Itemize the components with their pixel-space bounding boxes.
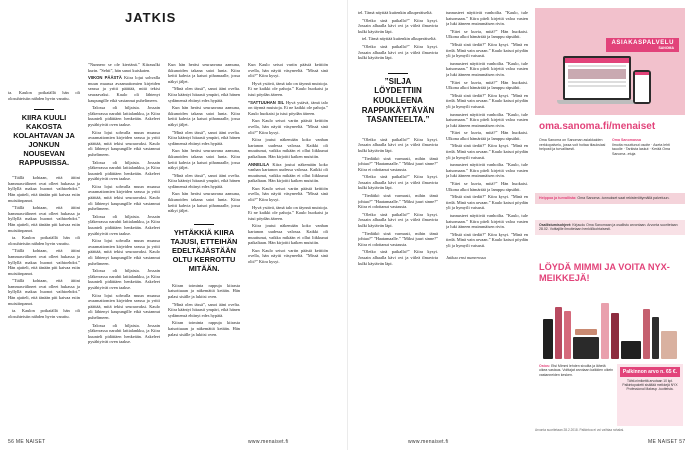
paragraph: Kun Kaulo seisoi vartin päästä keittiön ovella, hän näytti väsyneeltä. ”Missä sinä olit?” Kiira kysyi.	[248, 185, 328, 203]
paragraph: ”Oletko sinä paikalla?” Kiira kysyi. Jossain alhaalla kävi ovi ja viileä ilmavirta kulki käytävän läpi.	[358, 174, 438, 191]
paragraph: ”Minä olen tässä”, sanoi ääni ovelta. Kiira kääntyi hitaasti ympäri, eikä hänen sydämensä ehtinyt edes hypätä.	[168, 129, 240, 146]
badge-text: ASIAKASPALVELU	[611, 40, 674, 46]
paragraph: Kiira lojui sohvalla muun muassa avaamattomien kirjeiden seassa ja yritti päättää, mitä tekisi seuraavaksi. Kaulo oli lähtenyt kaupungille eikä vastannut puhelimeen.	[88, 183, 160, 212]
pull-quote-text: KIIRA KUULI KAKOSTA KOLAHTAVAN JA JONKUN NOUSEVAN RAPPUSISSA.	[13, 113, 75, 168]
paragraph: Kiira joutui näkemään koko vanhan kartanon uudessa valossa. Kaikki oli muuttunut, vaikka mikään ei ollut liikkunut paikaltaan. Hän kirjoitti kaiken muistiin.	[248, 137, 328, 159]
ad-url[interactable]: oma.sanoma.fi/menaiset	[539, 121, 656, 132]
pull-quote-text: ”SILJA LÖYDETTIIN KUOLLEENA RAPPUKÄYTÄVÄN TASANTEELTA.”	[361, 76, 435, 125]
page-folio-right: ME NAISET 57	[648, 439, 686, 445]
paragraph: ”Oletko sinä paikalla?” Kiira kysyi. Jossain alhaalla kävi ovi ja viileä ilmavirta kulki käytävän läpi.	[358, 249, 438, 266]
subheading: VIIKON PÄÄSTÄ	[88, 75, 122, 81]
paragraph: tunnusteet näyttivät vanhoilta. ”Kaulo, tule katsomaan.” Kiira piteli kirjettä valoa vasten ja luki ääneen ensimmäisen rivin.	[446, 213, 528, 230]
pull-quote-text: YHTÄKKIÄ KIIRA TAJUSI, ETTEIHÄN EDELTÄJÄSTÄÄN OLTU KERROTTU MITÄÄN.	[170, 227, 238, 273]
ad-mid-title: Osallistumisohjeet:	[539, 223, 572, 227]
paragraph: Talossa oli hiljaista. Jossain yläkerrassa narahti lattialankku, ja Kiira kuunteli pidättäen henkeään. Askeleet pysähtyivät oven taakse.	[88, 268, 160, 290]
paragraph: ”Oletko sinä paikalla?” Kiira kysyi. Jossain alhaalla kävi ovi ja viileä ilmavirta kulki käytävän läpi.	[358, 136, 438, 153]
ad-ostos-title: Ostos:	[539, 364, 551, 368]
ad-help-text: Oma Sanoma -tunnukset saat rekisteröitymällä palveluun.	[577, 196, 670, 200]
paragraph: Kiira lojui sohvalla muun muassa avaamattomien kirjeiden seassa ja yritti päättää, mitä tekisi seuraavaksi. Kaulo oli lähtenyt kaupungille eikä vastannut puhelimeen.	[88, 129, 160, 157]
paragraph: ”Oletko sinä paikalla?” Kiira kysyi. Jossain alhaalla kävi ovi ja viileä ilmavirta kulki käytävän läpi.	[358, 43, 438, 61]
paragraph: Kun hän heräsi seuraavana aamuna, ikkunoiden takana satoi lunta. Kiira keitti kahvia ja katsoi pihamaalle, jossa näkyi jäljet.	[168, 148, 240, 171]
section-kicker: JATKIS	[125, 10, 177, 25]
paragraph: tunnusteet näyttivät vanhoilta. ”Kaulo, tule katsomaan.” Kiira piteli kirjettä valoa vasten ja luki ääneen ensimmäisen rivin.	[446, 162, 528, 179]
paragraph: Kiira lojui sohvalla muun muassa avaamattomien kirjeiden seassa ja yritti päättää, mitä tekisi seuraavaksi. Kaulo oli lähtenyt kaupungille eikä vastannut puhelimeen.	[88, 75, 160, 103]
paragraph: ”Oletko sinä paikalla?” Kiira kysyi. Jossain alhaalla kävi ovi ja viileä ilmavirta kulki käytävän läpi.	[358, 211, 438, 229]
ad-ostos-text: Etsi Mimmi lehden sivuilta ja lähetä oikea vastaus. Voittajat arvotaan kaikkien oikein vastanneiden kesken.	[539, 364, 614, 377]
ad-body	[539, 138, 681, 156]
paragraph: ta. Kaulon poikaiällä hän oli olosuhteisiin nähden hyvin varattu.	[8, 308, 80, 319]
promo-headline: LÖYDÄ MIMMI JA VOITA NYX-MEIKKEJÄ!	[539, 262, 670, 283]
prize-value: Palkinnon arvo n. 65 €.	[620, 367, 680, 377]
paragraph: tel. Tämä näyttää kuitenkin alkuperäiseltä.	[362, 36, 437, 42]
page-folio-left: 56 ME NAISET	[8, 439, 46, 445]
paragraph: ”Ettei se kuvia, mitä?” Hän huokaisi. Ulkona alkoi hämärtää ja lamppu räpsähti.	[446, 130, 528, 141]
paragraph: ”Oletko sinä paikalla?” Kiira kysyi. Jossain alhaalla kävi ovi ja viileä ilmavirta kulki käytävän läpi.	[358, 17, 438, 34]
text-column-3	[168, 62, 240, 440]
paragraph: Hyvä ystävä, tämä talo on täynnä muistoja. Ei ne kaikki ole pahoja.” Kaulo huokaisi ja istui pöydän ääreen.	[248, 99, 328, 116]
laptop-illustration	[557, 56, 637, 108]
page-url-right: www.menaiset.fi	[408, 439, 449, 445]
paragraph: tunnusteet näyttivät vanhoilta. ”Kaulo, tule katsomaan.” Kiira piteli kirjettä valoa vasten ja luki ääneen ensimmäisen rivin.	[446, 60, 528, 77]
paragraph: ”Mistä sinä tiedät?” Kiira kysyi. ”Minä en tiedä. Minä vain arvaan.” Kaulo katsoi pöydän yli ja hymyili vaisusti.	[446, 143, 528, 160]
ad-help-box	[535, 193, 685, 204]
paragraph: Hyvä ystävä, tämä talo on täynnä muistoja. Ei ne kaikki ole pahoja.” Kaulo huokaisi ja istui pöydän ääreen.	[248, 204, 328, 221]
ad-help-title: Helppoa ja turvallista:	[539, 196, 577, 200]
paragraph: tunnusteet näyttivät vanhoilta. ”Kaulo, tule katsomaan.” Kiira piteli kirjettä valoa vasten ja luki ääneen ensimmäisen rivin.	[446, 10, 528, 27]
paragraph: ”Ettei se kuvia, mitä?” Hän huokaisi. Ulkona alkoi hämärtää ja lamppu räpsähti.	[446, 181, 528, 192]
ad-contest-text	[539, 364, 614, 377]
asiakaspalvelu-badge	[606, 38, 679, 52]
paragraph: ”Mistä sinä tiedät?” Kiira kysyi. ”Minä en tiedä. Minä vain arvaan.” Kaulo katsoi pöydän yli ja hymyili vaisusti.	[446, 231, 528, 248]
paragraph: ”Ettei se kuvia, mitä?” Hän huokaisi. Ulkona alkoi hämärtää ja lamppu räpsähti.	[446, 28, 528, 40]
paragraph: ”Ettei se kuvia, mitä?” Hän huokaisi. Ulkona alkoi hämärtää ja lamppu räpsähti.	[446, 79, 528, 91]
ad-body-left: Oma Sanoma on Sanoman asiakkaiden verkkopalvelu, jossa voit hoitaa tilauksiasi helposti ja turvallisesti.	[539, 138, 606, 152]
pull-quote-rule	[388, 73, 408, 74]
paragraph: Kun Kaulo seisoi vartin päästä keittiön ovella, hän näytti väsyneeltä. ”Missä sinä olit?” Kiira kysyi.	[248, 247, 328, 264]
paragraph: ”Tiedätkö sinä varmasti, mihin tämä johtaa?” ”Haatamaalle.” ”Miksi juuri sinne?” Kiira ei odottanut vastausta.	[358, 193, 438, 210]
sanoma-ad	[535, 8, 685, 432]
pull-quote-rule	[194, 224, 214, 225]
ad-body-right: Ilmoita muuttunut osoite · Aseta lehti tauolle · Tarkista laskut · Kerää Oma Sanoma -etuja	[612, 142, 671, 156]
text-column-2	[88, 62, 160, 440]
prize-box	[617, 364, 683, 426]
ad-hero	[535, 8, 685, 115]
paragraph: Talossa oli hiljaista. Jossain yläkerrassa narahti lattialankku, ja Kiira kuunteli pidättäen henkeään. Askeleet pysähtyivät oven taakse.	[88, 213, 160, 236]
ad-mid-text: Kirjaudu Oma Sanomaan ja osallistu arvontaan. Arvonta suoritetaan 28.02. Voittajille ilmoitetaan henkilökohtaisesti.	[539, 223, 678, 232]
paragraph: Kun Kaulo seisoi vartin päästä keittiön ovella, hän näytti väsyneeltä. ”Missä sinä olit?” Kiira kysyi.	[248, 118, 328, 135]
text-column-5	[358, 10, 438, 440]
paragraph: ”Minä olen tässä”, sanoi ääni ovelta. Kiira kääntyi hitaasti ympäri, eikä hänen sydämensä ehtinyt edes hypätä.	[168, 172, 240, 189]
page-url-left: www.menaiset.fi	[248, 439, 289, 445]
ad-footer: Arvonta suoritetaan 28.2.2018. Palkintoa ei voi vaihtaa rahaksi.	[535, 428, 625, 432]
paragraph: ”Mistä sinä tiedät?” Kiira kysyi. ”Minä en tiedä. Minä vain arvaan.” Kaulo katsoi pöydän yli ja hymyili vaisusti.	[446, 194, 528, 211]
paragraph: Kiiran toiminta rappuja kiirasta katsottuaan ja näkemättä ketään. Hän palasi sisälle ja lukitsi oven.	[168, 282, 240, 300]
text-column-6	[446, 10, 528, 440]
paragraph: Kiiran toiminta rappuja kiirasta katsottuaan ja näkemättä ketään. Hän palasi sisälle ja lukitsi oven.	[168, 320, 240, 337]
paragraph: ”Tiällä kohtaan, että äitini hammasvälineet ovat olleet hukassa ja hyllyllä makaa huonot vaihtoehdot.” Hän ajatteli, että tänään piti kaivaa esiin muistiinpanot.	[8, 248, 80, 276]
phone-illustration	[633, 70, 651, 104]
paragraph: ”Tiällä kohtaan, että äitini hammasvälineet ovat olleet hukassa ja hyllyllä makaa huonot vaihtoehdot.” Hän ajatteli, että tänään piti kaivaa esiin muistiinpanot.	[8, 278, 80, 306]
paragraph: Kiira lojui sohvalla muun muassa avaamattomien kirjeiden seassa ja yritti päättää, mitä tekisi seuraavaksi. Kaulo oli lähtenyt kaupungille eikä vastannut puhelimeen.	[88, 292, 160, 320]
paragraph: ”Mistä sinä tiedät?” Kiira kysyi. ”Minä en tiedä. Minä vain arvaan.” Kaulo katsoi pöydän yli ja hymyili vaisusti.	[446, 41, 528, 59]
subheading: ”SATTUUHAN SIL	[248, 99, 285, 105]
paragraph: Kun hän heräsi seuraavana aamuna, ikkunoiden takana satoi lunta. Kiira keitti kahvia ja katsoi pihamaalle, jossa näkyi jäljet.	[168, 62, 240, 84]
pull-quote-3	[360, 73, 436, 125]
nyx-products-image	[539, 289, 681, 359]
prize-note: Tähti-nimikettä arvotaan 10 kpl. Palkintopaketti sisältää meikkejä NYX Professional Makeup -tuotteista.	[622, 379, 678, 392]
text-column-1	[8, 90, 80, 440]
paragraph: Kun Kaulo seisoi vartin päästä keittiön ovella, hän näytti väsyneeltä. ”Missä sinä olit?” Kiira kysyi.	[248, 62, 328, 79]
pull-quote-2	[170, 224, 238, 273]
paragraph: Kun hän heräsi seuraavana aamuna, ikkunoiden takana satoi lunta. Kiira keitti kahvia ja katsoi pihamaalle, jossa näkyi jäljet.	[168, 191, 240, 214]
paragraph: ”Nunnero se ole kiertänä.” Kiirasulki kurin. ”Sehti”, hän sanoi kuiskaten.	[88, 62, 160, 73]
paragraph: ta. Kaulon poikaiällä hän oli olosuhteisiin nähden hyvin varattu.	[8, 235, 80, 246]
ad-body-right-title: Oma Sanomassa	[612, 138, 641, 142]
ad-instructions	[535, 220, 685, 235]
paragraph: tunnusteet näyttivät vanhoilta. ”Kaulo, tule katsomaan.” Kiira piteli kirjettä valoa vasten ja luki ääneen ensimmäisen rivin.	[446, 111, 528, 128]
badge-subtext: SANOMA	[658, 46, 674, 50]
paragraph: ”Minä olen tässä”, sanoi ääni ovelta. Kiira kääntyi hitaasti ympäri, eikä hänen sydämensä ehtinyt edes hypätä.	[168, 301, 240, 318]
paragraph: Kiira lojui sohvalla muun muassa avaamattomien kirjeiden seassa ja yritti päättää, mitä tekisi seuraavaksi. Kaulo oli lähtenyt kaupungille eikä vastannut puhelimeen.	[88, 238, 160, 266]
subheading: ANNELILA	[248, 161, 270, 167]
paragraph: ”Tiällä kohtaan, että äitini hammasvälineet ovat olleet hukassa ja hyllyllä makaa huonot vaihtoehdot.” Hän ajatteli, että tänään piti kaivaa esiin muistiinpanot.	[8, 175, 80, 203]
paragraph: tel. Tämä näyttää kuitenkin alkuperäiseltä.	[358, 10, 433, 15]
paragraph: Talossa oli hiljaista. Jossain yläkerrassa narahti lattialankku, ja Kiira kuunteli pidättäen henkeään. Askeleet pysähtyivät oven taakse.	[88, 105, 160, 127]
paragraph: Kun hän heräsi seuraavana aamuna, ikkunoiden takana satoi lunta. Kiira keitti kahvia ja katsoi pihamaalle, jossa näkyi jäljet.	[168, 105, 240, 127]
paragraph: Hyvä ystävä, tämä talo on täynnä muistoja. Ei ne kaikki ole pahoja.” Kaulo huokaisi ja istui pöydän ääreen.	[248, 80, 328, 97]
paragraph: ”Mistä sinä tiedät?” Kiira kysyi. ”Minä en tiedä. Minä vain arvaan.” Kaulo katsoi pöydän yli ja hymyili vaisusti.	[446, 92, 528, 109]
pull-quote-1	[8, 109, 80, 167]
paragraph: ”Minä olen tässä”, sanoi ääni ovelta. Kiira kääntyi hitaasti ympäri, eikä hänen sydämensä ehtinyt edes hypätä.	[168, 86, 240, 103]
continued-note: Jatkuu ensi numerossa	[446, 254, 486, 260]
paragraph: Talossa oli hiljaista. Jossain yläkerrassa narahti lattialankku, ja Kiira kuunteli pidättäen henkeään. Askeleet pysähtyivät oven taakse.	[88, 159, 160, 182]
paragraph: Talossa oli hiljaista. Jossain yläkerrassa narahti lattialankku, ja Kiira kuunteli pidättäen henkeään. Askeleet pysähtyivät oven taakse.	[88, 322, 160, 345]
paragraph: ”Tiedätkö sinä varmasti, mihin tämä johtaa?” ”Haatamaalle.” ”Miksi juuri sinne?” Kiira ei odottanut vastausta.	[358, 155, 438, 172]
paragraph: Kiira joutui näkemään koko vanhan kartanon uudessa valossa. Kaikki oli muuttunut, vaikka mikään ei ollut liikkunut paikaltaan. Hän kirjoitti kaiken muistiin.	[248, 161, 328, 184]
paragraph: ”Tiällä kohtaan, että äitini hammasvälineet ovat olleet hukassa ja hyllyllä makaa huonot vaihtoehdot.” Hän ajatteli, että tänään piti kaivaa esiin muistiinpanot.	[8, 205, 80, 233]
paragraph: ”Tiedätkö sinä varmasti, mihin tämä johtaa?” ”Haatamaalle.” ”Miksi juuri sinne?” Kiira ei odottanut vastausta.	[358, 230, 438, 247]
paragraph: Kiira joutui näkemään koko vanhan kartanon uudessa valossa. Kaikki oli muuttunut, vaikka mikään ei ollut liikkunut paikaltaan. Hän kirjoitti kaiken muistiin.	[248, 223, 328, 246]
paragraph: ta. Kaulon poikaiällä hän oli olosuhteisiin nähden hyvin varattu.	[8, 90, 80, 101]
pull-quote-rule	[34, 109, 54, 110]
text-column-4	[248, 62, 328, 440]
